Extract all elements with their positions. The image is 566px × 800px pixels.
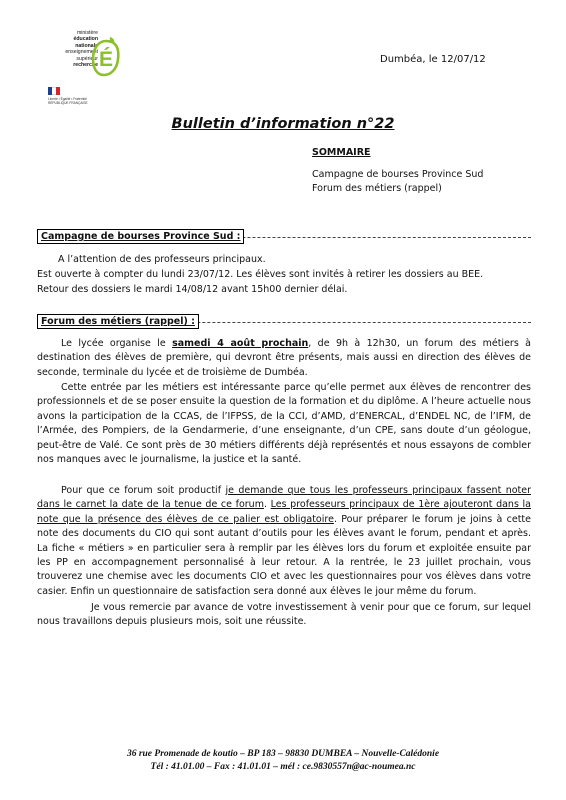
forum-paragraph-4: Je vous remercie par avance de votre investissement à venir pour que ce forum, sur lequel nous travaillons depuis plusieurs mois, soit une réussite. [37, 602, 531, 628]
logo-subtitle: Liberté • Égalité • Fraternité RÉPUBLIQUE FRANÇAISE [48, 97, 88, 105]
footer [0, 748, 566, 774]
document-date: Dumbéa, le 12/07/12 [380, 54, 486, 65]
ministry-logo [46, 30, 116, 110]
forum-paragraph-2: Cette entrée par les métiers est intéressante parce qu’elle permet aux élèves de rencontrer des professionnels et de se poser ensuite la question de la formation et du diplôme. A l’heure actuelle nous avons la participation de la CCAS, de l’IFPSS, de la CCI, d’AMD, d’ENERCAL, d’ENDEL NC, de l’IFM, de l’Armée, des Pompiers, de la Gendarmerie, d’une enseignante, d’un CPE, sans doute d’un géologue, peut-être de Valé. Ce sont près de 30 métiers différents déjà représentés et nous essayons de combler nos manques avec le journalisme, la justice et la santé. [37, 382, 531, 466]
logo-letter: É [98, 48, 114, 71]
forum-date-highlight: samedi 4 août prochain [172, 338, 309, 349]
forum-paragraph-1: Le lycée organise le samedi 4 août prochain, de 9h à 12h30, un forum des métiers à destination des élèves de première, qui devront être présents, mais aussi en direction des élèves de seconde, terminale du lycée et de troisième de Dumbéa. [37, 338, 531, 378]
footer-address: 36 rue Promenade de koutio – BP 183 – 98830 DUMBEA – Nouvelle-Calédonie [126, 749, 440, 759]
forum-instruction-underlined: je demande que tous les professeurs principaux fassent noter dans le carnet la date de la tenue de ce forum [37, 485, 532, 511]
footer-contact: Tél : 41.01.00 – Fax : 41.01.01 – mél : ce.9830557n@ac-noumea.nc [150, 762, 416, 772]
section-heading-bourses: Campagne de bourses Province Sud : [37, 229, 244, 244]
bourses-line-3: Retour des dossiers le mardi 14/08/12 avant 15h00 dernier délai. [37, 284, 348, 295]
education-e-icon [92, 37, 120, 77]
sommaire-item: Campagne de bourses Province Sud [312, 169, 484, 180]
sommaire [312, 147, 483, 196]
bourses-line-2: Est ouverte à compter du lundi 23/07/12. Les élèves sont invités à retirer les dossiers au BEE. [37, 269, 484, 280]
forum-paragraph-3: Pour que ce forum soit productif je demande que tous les professeurs principaux fassent noter dans le carnet la date de la tenue de ce forum. Les professeurs principaux de 1ère ajouteront dans la note que la présence des élèves de ce palier est obligatoire. Pour préparer le forum je joins à cette note des documents du CIO qui sont autant d’outils pour les élèves avant le forum, pendant et après. La fiche « métiers » en particulier sera à remplir par les élèves lors du forum et exploitée ensuite par les PP en accompagnement personnalisé à leur retour. A la rentrée, le 23 juillet prochain, vous trouverez une chemise avec les documents CIO et avec les questionnaires pour vos élèves dans votre casier. Enfin un questionnaire de satisfaction sera donné aux élèves le jour même du forum. [37, 485, 532, 597]
bulletin-title: Bulletin d’information n°22 [171, 116, 395, 132]
bourses-line-1: A l’attention de des professeurs principaux. [58, 254, 266, 265]
sommaire-title: SOMMAIRE [312, 147, 371, 158]
french-flag-icon [48, 87, 60, 95]
section-heading-forum: Forum des métiers (rappel) : [37, 314, 199, 329]
logo-text: ministère éducation nationale enseignement supérieur recherche [65, 30, 98, 69]
forum-obligation-underlined: Les professeurs principaux de 1ère ajouteront dans la note que la présence des élèves de ce palier est obligatoire [37, 499, 531, 525]
sommaire-item: Forum des métiers (rappel) [312, 183, 442, 194]
